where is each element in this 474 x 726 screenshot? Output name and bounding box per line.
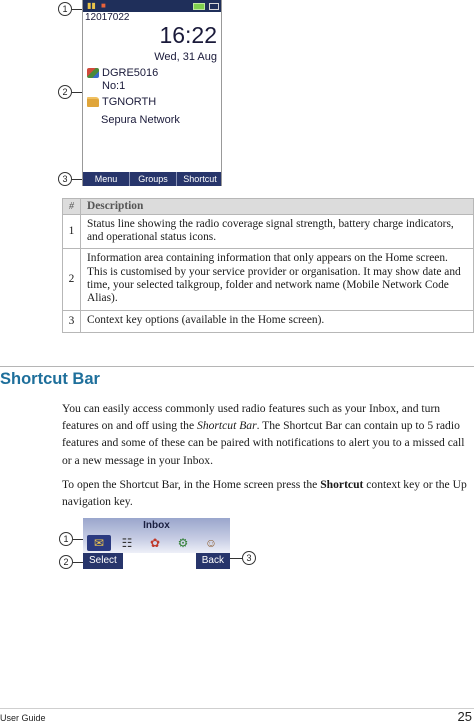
network-name: Sepura Network bbox=[101, 114, 180, 126]
softkey-spacer bbox=[123, 553, 196, 569]
context-keys bbox=[83, 172, 222, 186]
softkey-groups[interactable]: Groups bbox=[130, 172, 177, 186]
paragraph-open-instructions bbox=[62, 476, 474, 510]
shortcut-key-term: Shortcut bbox=[320, 478, 364, 491]
clock-time: 16:22 bbox=[159, 22, 217, 48]
section-divider bbox=[0, 366, 474, 367]
org-id: 12017022 bbox=[85, 12, 130, 23]
description-table bbox=[62, 198, 474, 333]
paragraph-open-text-cont: context key or the Up navigation key. bbox=[62, 478, 467, 509]
signal-icon: ▮▮ bbox=[87, 1, 96, 10]
clock-date: Wed, 31 Aug bbox=[154, 51, 217, 63]
page-number: 25 bbox=[457, 709, 472, 724]
paragraph-intro bbox=[62, 400, 474, 469]
color-wheel-icon[interactable]: ✿ bbox=[149, 536, 161, 550]
paragraph-intro-text-cont: . The Shortcut Bar can contain up to 5 radio features and some of these can be paired with notifications to alert you to a missed call or a new message in your Inbox. bbox=[62, 419, 465, 467]
battery-charge-icon bbox=[209, 3, 219, 10]
row-description: Context key options (available in the Home screen). bbox=[81, 311, 474, 333]
softkey-menu[interactable]: Menu bbox=[83, 172, 130, 186]
alert-flag-icon: ■ bbox=[101, 1, 106, 10]
folder-name: TGNORTH bbox=[102, 96, 157, 108]
callout-3: 3 bbox=[242, 551, 256, 565]
shortcut-bar-figure bbox=[83, 518, 230, 569]
home-screen-figure bbox=[82, 0, 222, 186]
row-number: 1 bbox=[63, 215, 81, 249]
table-header-row bbox=[63, 199, 474, 215]
row-description: Status line showing the radio coverage signal strength, battery charge indicators, and operational status icons. bbox=[81, 215, 474, 249]
folder-icon bbox=[87, 97, 99, 107]
footer-doc-title: User Guide bbox=[0, 713, 46, 723]
talkgroup-name: DGRE5016 bbox=[102, 67, 159, 79]
row-number: 3 bbox=[63, 311, 81, 333]
talkgroup-row bbox=[87, 67, 158, 79]
talkgroup-icon bbox=[87, 68, 99, 78]
select-softkey[interactable]: Select bbox=[89, 555, 117, 566]
callout-2: 2 bbox=[58, 85, 72, 99]
status-line bbox=[83, 0, 222, 12]
talkgroup-number bbox=[102, 80, 125, 92]
table-row bbox=[63, 311, 474, 333]
paragraph-open-text: To open the Shortcut Bar, in the Home screen press the bbox=[62, 478, 321, 491]
section-title: Shortcut Bar bbox=[0, 370, 100, 388]
callout-1: 1 bbox=[59, 532, 73, 546]
talkgroup-number-label: No:1 bbox=[102, 80, 126, 92]
callout-2: 2 bbox=[59, 555, 73, 569]
back-softkey[interactable]: Back bbox=[201, 555, 224, 566]
network-row bbox=[101, 114, 180, 126]
table-header-number: # bbox=[63, 199, 81, 215]
shortcut-bar-panel bbox=[83, 518, 230, 553]
settings-icon[interactable]: ⚙ bbox=[177, 536, 189, 550]
groups-icon[interactable]: ☷ bbox=[121, 536, 133, 550]
row-number: 2 bbox=[63, 249, 81, 311]
inbox-envelope-icon[interactable]: ✉ bbox=[87, 535, 111, 551]
callout-3: 3 bbox=[58, 172, 72, 186]
table-header-description: Description bbox=[81, 199, 474, 215]
shortcut-softkeys bbox=[83, 553, 230, 569]
callout-3-leader bbox=[228, 558, 242, 559]
paragraph-intro-text: You can easily access commonly used radio features such as your Inbox, and turn features on and off using the bbox=[62, 402, 441, 433]
table-row bbox=[63, 215, 474, 249]
folder-row bbox=[87, 96, 156, 108]
table-row bbox=[63, 249, 474, 311]
shortcut-bar-term: Shortcut Bar bbox=[197, 419, 257, 433]
callout-1: 1 bbox=[58, 2, 72, 16]
shortcut-bar-title: Inbox bbox=[143, 520, 170, 531]
contact-icon[interactable]: ☺ bbox=[204, 536, 218, 550]
footer-divider bbox=[0, 708, 474, 709]
battery-icon bbox=[193, 3, 205, 10]
row-description: Information area containing information that only appears on the Home screen. This is customised by your service provider or organisation. It may show date and time, your selected talkgroup, folder and network name (Mobile Network Code Alias). bbox=[81, 249, 474, 311]
shortcut-icons bbox=[87, 535, 223, 551]
softkey-shortcut[interactable]: Shortcut bbox=[183, 174, 217, 184]
